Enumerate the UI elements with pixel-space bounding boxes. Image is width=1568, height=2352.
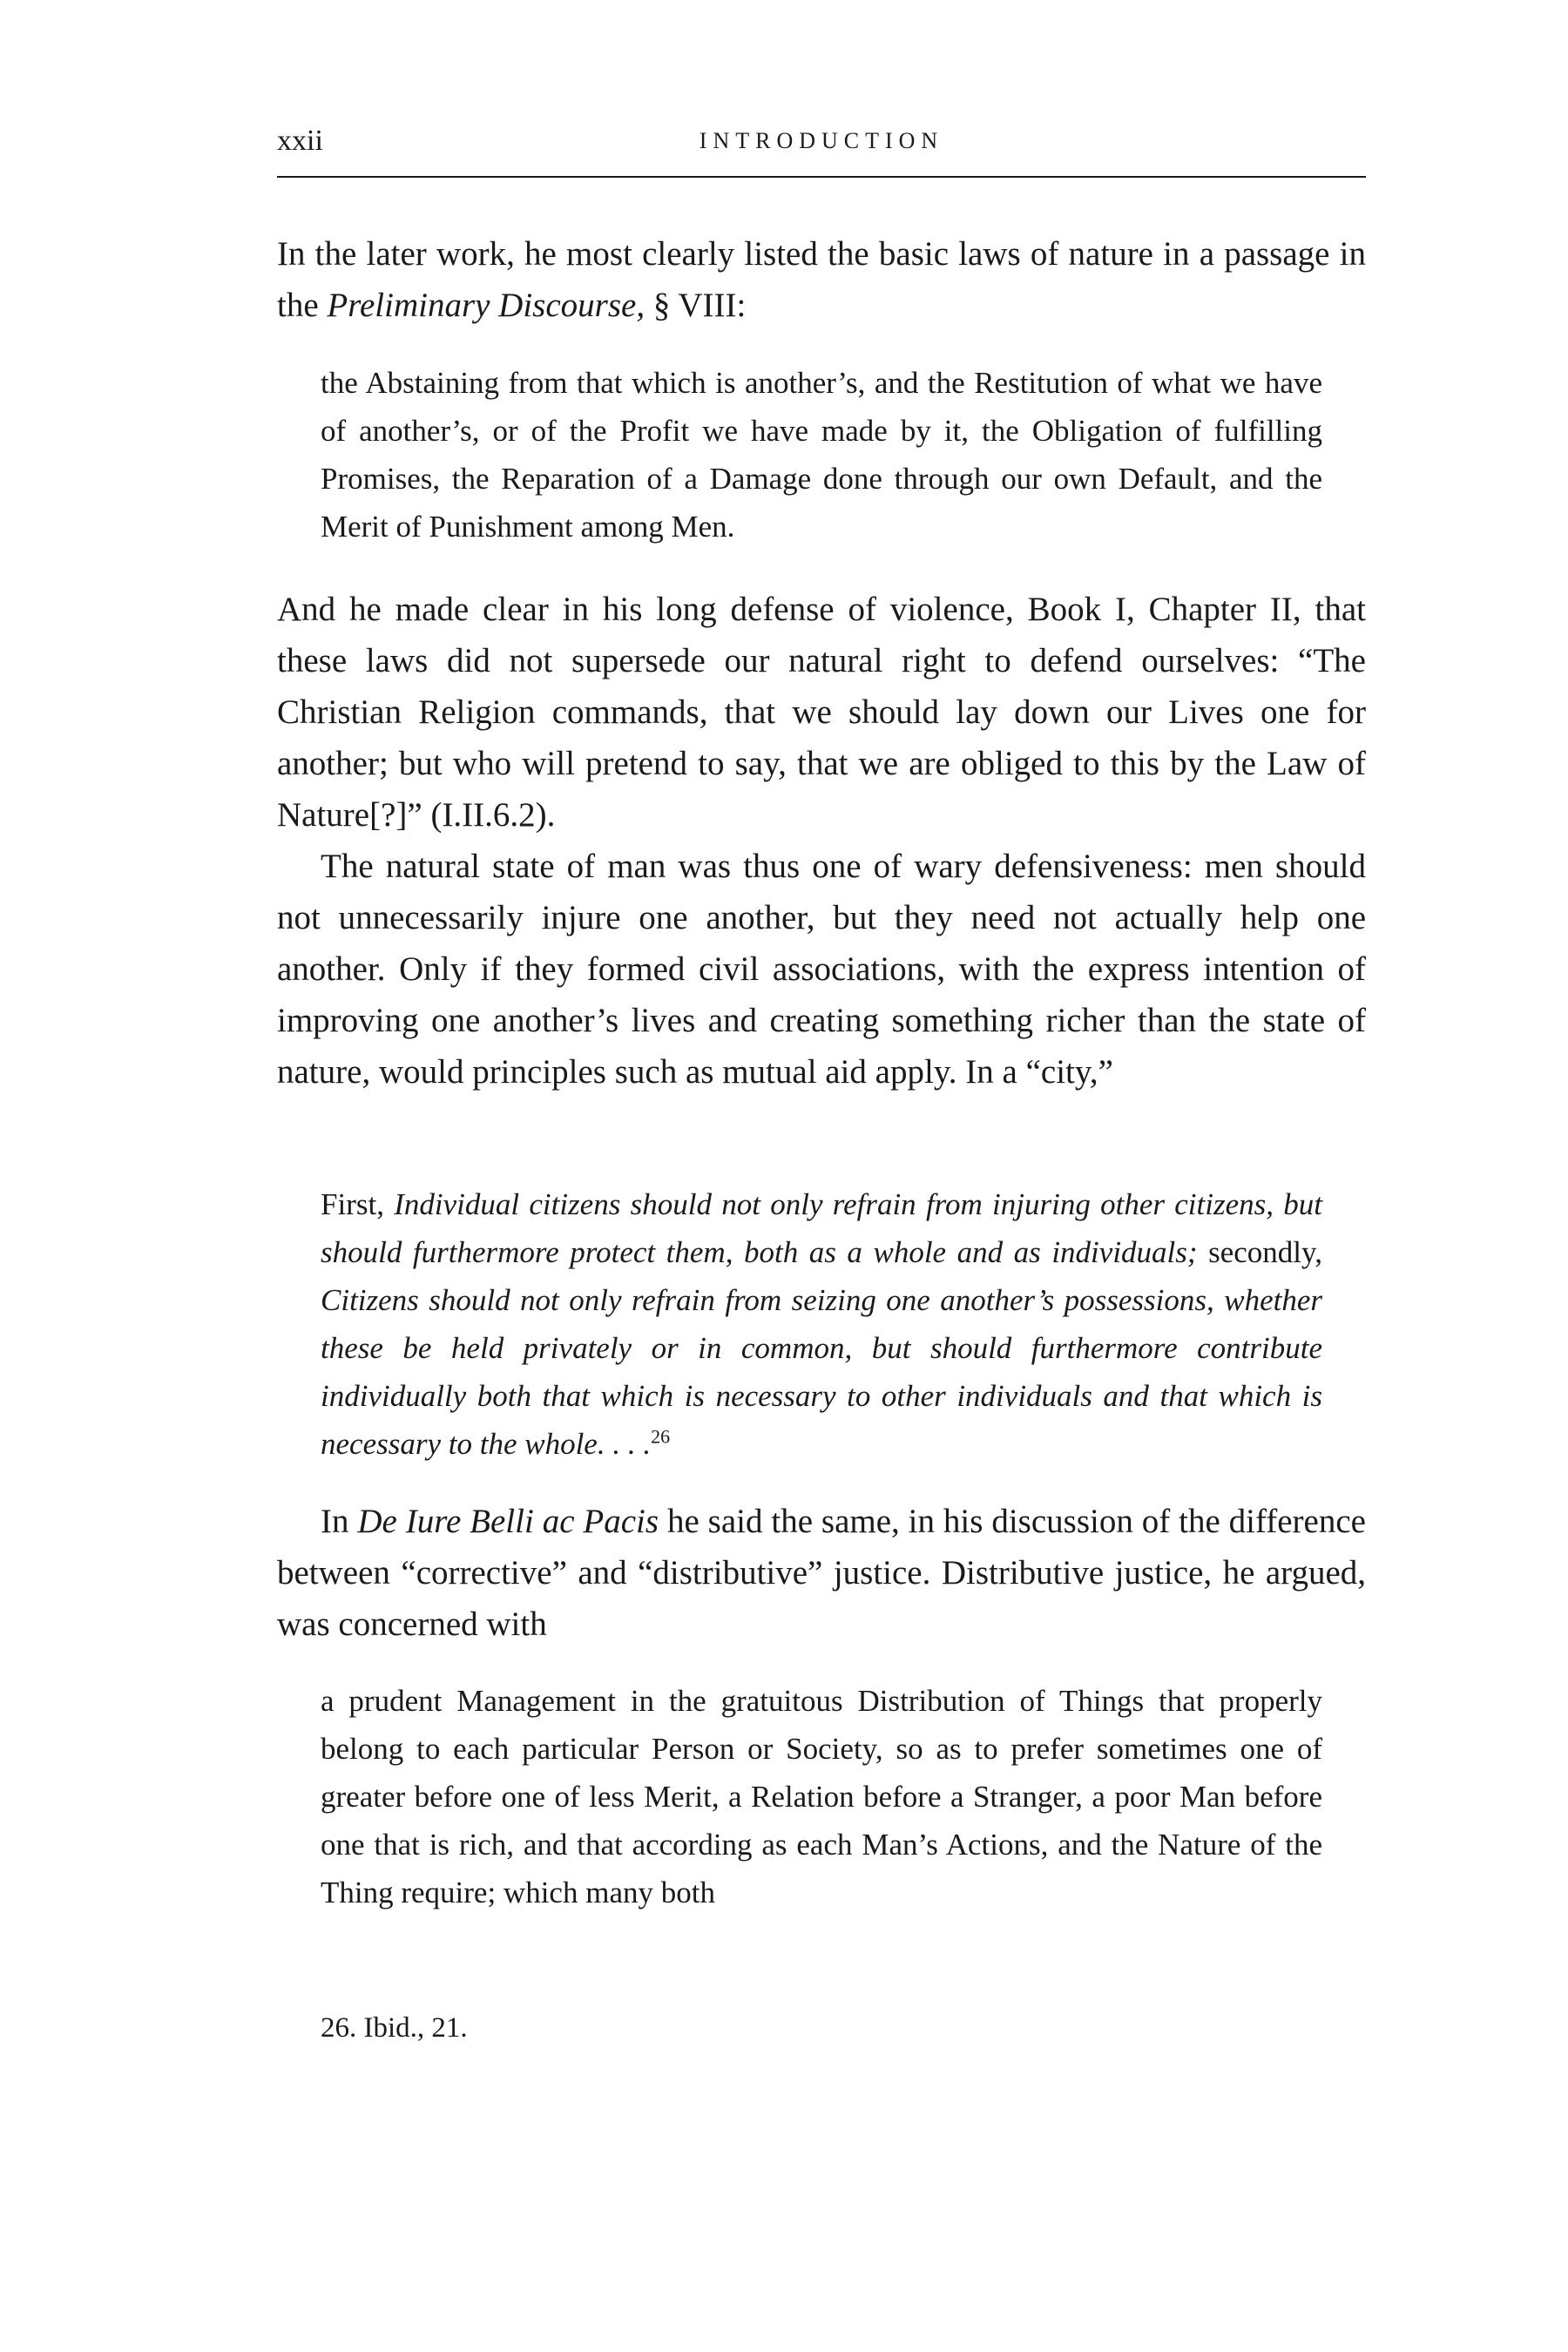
paragraph-3-text: The natural state of man was thus one of wary defensiveness: men should not unnecessarily injure one another, but they need not actually help one another. Only if they formed civil associations, with the express intention of improving one another’s lives and creating something richer than the state of nature, would principles such as mutual aid apply. In a “city,” — [277, 848, 1366, 1091]
page-header — [277, 122, 1366, 178]
paragraph-3 — [277, 841, 1366, 1098]
block-quote-2-italic-2: Citizens should not only refrain from seizing one another’s possessions, whether these be held privately or in common, but should furthermore contribute individually both that which is necessary to other individuals and that which is necessary to the whole. . . . — [321, 1283, 1322, 1461]
paragraph-4-text-1: In — [321, 1503, 358, 1540]
block-quote-2 — [321, 1180, 1322, 1468]
page-number: xxii — [277, 125, 323, 157]
block-quote-1 — [321, 359, 1322, 551]
paragraph-2 — [277, 584, 1366, 841]
block-quote-3 — [321, 1677, 1322, 1916]
footnote: 26. Ibid., 21. — [321, 2012, 468, 2044]
paragraph-4 — [277, 1496, 1366, 1650]
paragraph-1-text: In the later work, he most clearly listed the basic laws of nature in a passage in the — [277, 235, 1366, 324]
paragraph-4-text-2: he said the same, in his discussion of the difference between “corrective” and “distributive” justice. Distributive justice, he argued, was concerned with — [277, 1503, 1366, 1643]
paragraph-1-section: § VIII: — [645, 287, 747, 324]
block-quote-1-text: the Abstaining from that which is another’s, and the Restitution of what we have of another’s, or of the Profit we have made by it, the Obligation of fulfilling Promises, the Reparation of a Damage done through our own Default, and the Merit of Punishment among Men. — [321, 366, 1322, 544]
paragraph-1 — [277, 228, 1366, 331]
block-quote-2-text-2: secondly, — [1197, 1235, 1322, 1269]
footnote-reference: 26 — [651, 1425, 671, 1448]
block-quote-2-italic-1: Individual citizens should not only refrain from injuring other citizens, but should furthermore protect them, both as a whole and as individuals; — [321, 1187, 1322, 1269]
running-head: INTRODUCTION — [699, 128, 944, 153]
block-quote-3-text: a prudent Management in the gratuitous Distribution of Things that properly belong to each particular Person or Society, so as to prefer sometimes one of greater before one of less Merit, a Relation before a Stranger, a poor Man before one that is rich, and that according as each Man’s Actions, and the Nature of the Thing require; which many both — [321, 1684, 1322, 1909]
paragraph-4-italic-title: De Iure Belli ac Pacis — [357, 1503, 659, 1540]
block-quote-2-text-1: First, — [321, 1187, 395, 1221]
paragraph-2-text: And he made clear in his long defense of violence, Book I, Chapter II, that these laws did not supersede our natural right to defend ourselves: “The Christian Religion commands, that we should lay down our Lives one for another; but who will pretend to say, that we are obliged to this by the Law of Nature[?]” (I.II.6.2). — [277, 591, 1366, 834]
paragraph-1-italic-title: Preliminary Discourse, — [327, 287, 645, 324]
